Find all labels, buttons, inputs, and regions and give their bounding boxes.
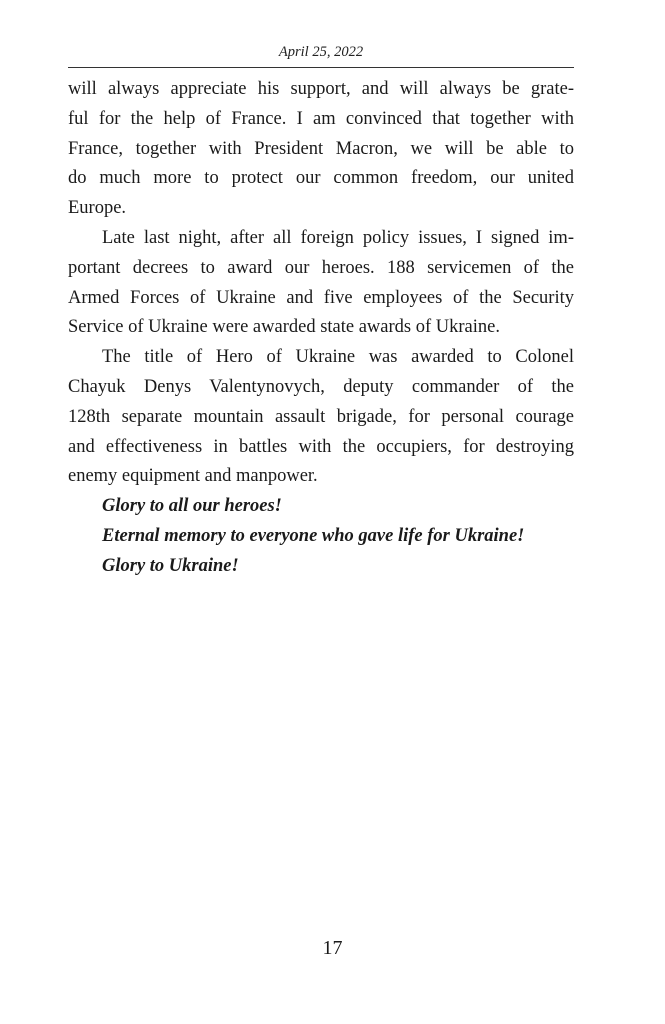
text-line: enemy equipment and manpower. <box>68 466 318 487</box>
text-line: Service of Ukraine were awarded state awards of Ukraine. <box>68 317 500 338</box>
paragraph-3 <box>68 343 574 492</box>
page-number: 17 <box>322 937 343 959</box>
closing-line: Glory to Ukraine! <box>102 555 239 576</box>
text-line: The title of Hero of Ukraine was awarded to Colonel <box>102 347 574 368</box>
text-line: Chayuk Denys Valentynovych, deputy commander of the <box>68 376 574 397</box>
body-text <box>68 75 574 582</box>
text-line: portant decrees to award our heroes. 188 servicemen of the <box>68 257 574 278</box>
text-line: ful for the help of France. I am convinced that together with <box>68 108 574 129</box>
header-rule <box>68 67 574 68</box>
text-line: Europe. <box>68 198 127 219</box>
text-line: Armed Forces of Ukraine and five employees of the Security <box>68 287 574 308</box>
paragraph-2 <box>68 224 574 343</box>
text-line: will always appreciate his support, and will always be grate- <box>68 79 574 99</box>
text-line: France, together with President Macron, we will be able to <box>68 138 574 159</box>
paragraph-1 <box>68 75 574 224</box>
closing-lines <box>68 492 574 581</box>
running-header-date: April 25, 2022 <box>278 44 364 60</box>
text-line: and effectiveness in battles with the occupiers, for destroying <box>68 436 574 457</box>
closing-line: Eternal memory to everyone who gave life for Ukraine! <box>102 525 525 546</box>
text-line: do much more to protect our common freedom, our united <box>68 168 574 189</box>
closing-line: Glory to all our heroes! <box>102 496 282 517</box>
text-line: Late last night, after all foreign policy issues, I signed im- <box>102 227 574 248</box>
text-line: 128th separate mountain assault brigade, for personal courage <box>68 406 574 427</box>
